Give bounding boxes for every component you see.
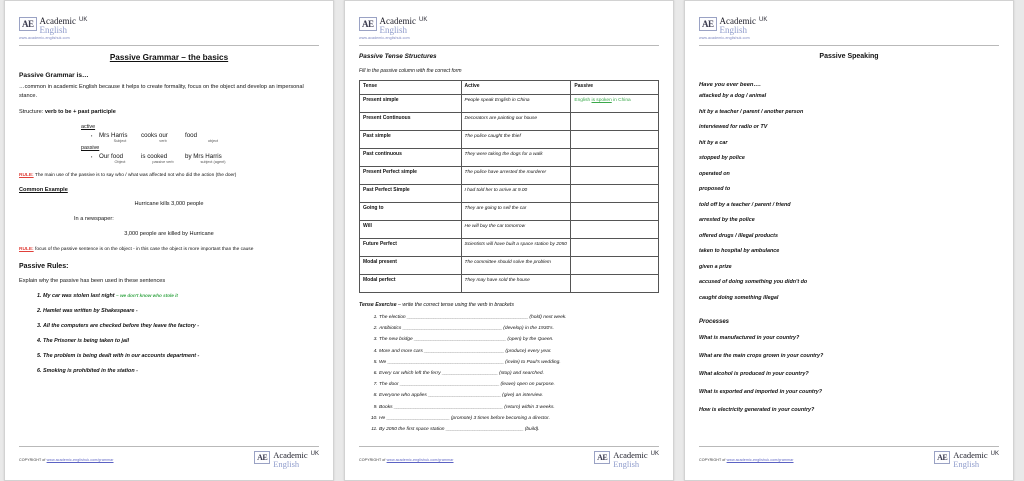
sentence-text: All the computers are checked before they leave the factory - [43, 323, 200, 329]
answer-blank[interactable]: _____________________________________________ [393, 404, 503, 410]
sentence-note: – we don't know who stole it [116, 293, 178, 298]
cell-tense: Past continuous [360, 149, 462, 167]
cell-tense: Present Perfect simple [360, 167, 462, 185]
rule-text: The main use of the passive is to say who / what was affected not who did the action (the doer) [33, 173, 237, 178]
brand-logo-footer [254, 451, 319, 468]
list-item: taken to hospital by ambulance [699, 248, 780, 254]
list-item [43, 322, 319, 330]
cell-passive[interactable] [571, 203, 659, 221]
list-item [43, 292, 319, 300]
cell-tense: Will [360, 221, 462, 239]
list-item [379, 314, 659, 321]
table-instruction: Fill in the passive column with the correct form [359, 68, 462, 74]
table-row [360, 257, 659, 275]
sentence-text: Hamlet was written by Shakespeare - [43, 308, 138, 314]
logo-wordmark [40, 17, 76, 34]
sentence-text: Smoking is prohibited in the station - [43, 368, 138, 374]
item-after: (develop) in the 1930's. [501, 326, 554, 332]
cell-passive[interactable] [571, 185, 659, 203]
copyright-link[interactable]: www.academic-englishuk.com/grammar [46, 457, 114, 462]
logo-row [934, 451, 999, 468]
rule-label: RULE: [19, 247, 34, 252]
copyright-text [699, 458, 794, 462]
cell-active: They may have sold the house [461, 275, 571, 293]
cell-active: I had told her to arrive at 9.00 [461, 185, 571, 203]
column-header-tense: Tense [360, 81, 462, 95]
structure-label: Structure: [19, 109, 45, 115]
logo-english-text: English [953, 458, 980, 469]
copyright-link[interactable]: www.academic-englishuk.com/grammar [386, 457, 454, 462]
item-after: (promote) 3 times before becoming a director. [449, 415, 550, 421]
exercise-label: Tense Exercise [359, 302, 397, 308]
list-item: What are the main crops grown in your country? [699, 352, 824, 359]
diagram-word: cooks our [141, 132, 168, 139]
logo-academic-text: Academic [39, 16, 76, 26]
copyright-prefix: COPYRIGHT of [359, 457, 387, 462]
gapfill-exercise-list [359, 314, 659, 433]
list-item: stopped by police [699, 155, 745, 161]
brand-logo-header [19, 17, 319, 40]
diagram-sublabel: verb [159, 139, 167, 143]
bullet-icon: ▪ [91, 133, 93, 138]
cell-active: The committee should solve the problem [461, 257, 571, 275]
diagram-word: Our food [99, 153, 124, 160]
list-item: told off by a teacher / parent / friend [699, 201, 791, 208]
headline-passive: 3,000 people are killed by Hurricane [124, 231, 214, 237]
logo-uk-text: UK [79, 17, 88, 23]
copyright-text [359, 458, 454, 462]
table-row [360, 239, 659, 257]
diagram-word: is cooked [141, 153, 168, 160]
cell-tense: Past Perfect Simple [360, 185, 462, 203]
page-title: Passive Tense Structures [359, 53, 437, 60]
answer-blank[interactable]: ________________________________________________ [387, 359, 504, 365]
answer-blank[interactable]: __________________________________________________ [407, 315, 529, 320]
active-passive-diagram [19, 124, 319, 164]
sentence-text: The Prisoner is being taken to jail [43, 338, 129, 344]
cell-active: The police caught the thief [461, 131, 571, 149]
structure-value: verb to be + past participle [44, 109, 116, 115]
table-body [360, 95, 659, 293]
brand-logo-footer [934, 451, 999, 468]
ae-monogram-icon: AE [594, 451, 610, 464]
table-header-row [360, 81, 659, 95]
answer-blank[interactable]: _________________________________________ [402, 326, 502, 332]
cell-tense: Present Continuous [360, 113, 462, 131]
logo-academic-text: Academic [953, 450, 988, 460]
logo-row [594, 451, 659, 468]
cell-passive[interactable] [571, 95, 659, 113]
table-row [360, 95, 659, 113]
item-before: Every car which left the ferry [379, 370, 443, 376]
ae-monogram-icon: AE [254, 451, 270, 464]
exercise-heading [359, 302, 659, 308]
structure-line [19, 109, 319, 115]
list-item [379, 359, 659, 366]
item-before: By 2050 the first space station [379, 426, 446, 432]
diagram-cell [141, 153, 185, 164]
logo-academic-text: Academic [613, 450, 648, 460]
table-row [360, 149, 659, 167]
diagram-word: food [185, 132, 198, 139]
item-before: Books [379, 404, 394, 410]
footer-divider [699, 446, 999, 447]
logo-wordmark [953, 451, 987, 468]
table-row [360, 203, 659, 221]
diagram-sublabel: Subject [113, 139, 127, 143]
diagram-active-row [81, 132, 319, 143]
explain-instruction: Explain why the passive has been used in these sentences [19, 278, 166, 284]
list-item [379, 381, 659, 388]
diagram-sublabel: Object [114, 160, 126, 164]
list-item [379, 370, 659, 377]
page-title: Passive Speaking [819, 53, 879, 60]
list-item: What is manufactured in your country? [699, 334, 800, 341]
sentence-text: My car was stolen last night [43, 293, 115, 299]
cell-tense: Modal perfect [360, 275, 462, 293]
cell-tense: Future Perfect [360, 239, 462, 257]
page-footer [359, 446, 659, 468]
list-item: given a prize [699, 263, 732, 270]
footer-row [699, 451, 999, 468]
list-item: hit by a teacher / parent / another person [699, 108, 804, 115]
list-item [379, 348, 659, 355]
footer-row [359, 451, 659, 468]
logo-english-text: English [39, 24, 68, 35]
logo-academic-text: Academic [273, 450, 308, 460]
cell-passive[interactable] [571, 257, 659, 275]
item-after: (invite) to Paul's wedding. [503, 359, 561, 365]
ae-monogram-icon: AE [359, 17, 377, 31]
diagram-passive-row [81, 153, 319, 164]
item-before: Antibiotics [379, 326, 403, 332]
list-item [379, 404, 659, 411]
logo-english-text: English [379, 24, 408, 35]
page-footer [19, 446, 319, 468]
header-divider [19, 45, 319, 46]
list-item [379, 392, 659, 399]
table-row [360, 113, 659, 131]
header-divider [359, 45, 659, 46]
list-item: What alcohol is produced in your country? [699, 370, 809, 377]
item-after: (build). [523, 426, 540, 432]
item-before: The election [379, 315, 408, 320]
item-after: (produce) every year. [503, 348, 552, 354]
item-before: We [379, 359, 388, 365]
list-item [379, 325, 659, 332]
table-row [360, 275, 659, 293]
copyright-link[interactable]: www.academic-englishuk.com/grammar [726, 457, 794, 462]
item-after: (return) within 3 weeks. [502, 404, 555, 410]
processes-heading: Processes [699, 318, 730, 325]
logo-academic-text: Academic [379, 16, 416, 26]
cell-tense: Modal present [360, 257, 462, 275]
intro-heading: Passive Grammar is… [19, 72, 89, 79]
answer-blank[interactable]: ______________________________ [428, 393, 501, 399]
logo-uk-text: UK [759, 17, 768, 23]
logo-uk-text: UK [650, 451, 659, 457]
brand-logo-footer [594, 451, 659, 468]
diagram-cell [99, 132, 141, 143]
answer-blank[interactable]: ______________________________________ [414, 337, 507, 343]
list-item [379, 426, 659, 433]
cell-passive[interactable] [571, 239, 659, 257]
speaking-section-heading: Have you ever been…. [699, 82, 761, 88]
copyright-prefix: COPYRIGHT of [19, 457, 47, 462]
table-row [360, 221, 659, 239]
cell-active: Scientists will have built a space station by 2050 [461, 239, 571, 257]
table-row [360, 185, 659, 203]
rule-callout-2 [19, 246, 319, 253]
item-before: More and more cars [379, 348, 425, 354]
diagram-cell [185, 132, 241, 143]
brand-logo-header [359, 17, 659, 40]
list-item: How is electricity generated in your country? [699, 406, 815, 413]
passive-verb: is spoken [591, 98, 612, 103]
footer-row [19, 451, 319, 468]
item-after: (give) an interview. [500, 393, 543, 399]
answer-blank[interactable]: _________________________________________ [399, 382, 500, 388]
document-page-3 [684, 0, 1014, 481]
list-item [43, 367, 319, 375]
answer-blank[interactable]: ________________________________ [445, 426, 524, 432]
logo-english-text: English [613, 458, 640, 469]
cell-passive[interactable] [571, 275, 659, 293]
list-item: accused of doing something you didn't do [699, 279, 808, 285]
item-after: (hold) next week. [528, 315, 567, 320]
diagram-word: Mrs Harris [99, 132, 128, 139]
rule-label: RULE: [19, 173, 34, 178]
list-item [43, 307, 319, 315]
logo-academic-text: Academic [719, 16, 756, 26]
page-title: Passive Grammar – the basics [109, 53, 229, 62]
diagram-cell [141, 132, 185, 143]
header-divider [699, 45, 999, 46]
table-row [360, 167, 659, 185]
cell-tense: Present simple [360, 95, 462, 113]
table-row [360, 131, 659, 149]
diagram-active-label: active [81, 124, 96, 130]
cell-passive[interactable] [571, 221, 659, 239]
list-item: operated on [699, 170, 730, 177]
logo-url-text: www.academic-englishuk.com [19, 36, 70, 40]
cell-passive[interactable] [571, 113, 659, 131]
passive-pre: English [574, 98, 592, 103]
item-after: (leave) open on purpose. [499, 382, 555, 388]
common-example-heading: Common Example [19, 187, 68, 193]
cell-active: They are going to sell the car [461, 203, 571, 221]
cell-active: They were taking the dogs for a walk [461, 149, 571, 167]
item-after: (stop) and searched. [497, 370, 544, 376]
logo-row [699, 17, 767, 34]
brand-logo-header [699, 17, 999, 40]
list-item: proposed to [699, 186, 731, 192]
item-before: The door [379, 382, 400, 388]
logo-wordmark [380, 17, 416, 34]
list-item: arrested by the police [699, 217, 755, 223]
copyright-text [19, 458, 114, 462]
headline-active: Hurricane kills 3,000 people [134, 201, 204, 207]
diagram-cell [185, 153, 241, 164]
list-item [379, 415, 659, 422]
logo-english-text: English [719, 24, 748, 35]
list-item: caught doing something illegal [699, 294, 779, 301]
ae-monogram-icon: AE [699, 17, 717, 31]
cell-passive[interactable] [571, 131, 659, 149]
list-item [43, 337, 319, 345]
logo-url-text: www.academic-englishuk.com [699, 36, 750, 40]
document-page-1 [4, 0, 334, 481]
diagram-word: by Mrs Harris [185, 153, 222, 160]
cell-passive[interactable] [571, 149, 659, 167]
diagram-sublabel: subject (agent) [200, 160, 226, 164]
list-item: offered drugs / illegal products [699, 232, 778, 239]
cell-active: Decorators are painting our house [461, 113, 571, 131]
list-item: What is exported and imported in your country? [699, 388, 823, 395]
sentence-text: The problem is being dealt with in our accounts department - [43, 353, 200, 359]
item-before: Everyone who applies [379, 393, 429, 399]
logo-uk-text: UK [419, 17, 428, 23]
cell-tense: Going to [360, 203, 462, 221]
intro-body: …common in academic English because it helps to create formality, focus on the object and develop an impersonal stance. [19, 84, 304, 99]
diagram-sublabel: object [207, 139, 219, 143]
logo-row [19, 17, 87, 34]
page-footer [699, 446, 999, 468]
list-item: attacked by a dog / animal [699, 93, 767, 99]
answer-blank[interactable]: _______________________ [442, 370, 498, 376]
logo-wordmark [720, 17, 756, 34]
list-item: interviewed for radio or TV [699, 124, 768, 130]
footer-divider [359, 446, 659, 447]
logo-english-text: English [273, 458, 300, 469]
list-item [43, 352, 319, 360]
item-before: The new bridge [379, 337, 415, 343]
exercise-instruction: – write the correct tense using the verb in brackets [396, 302, 514, 308]
diagram-cell [99, 153, 141, 164]
answer-blank[interactable]: _________________________________ [424, 348, 504, 354]
cell-tense: Past simple [360, 131, 462, 149]
logo-uk-text: UK [990, 451, 999, 457]
bullet-icon: ▪ [91, 154, 93, 159]
newspaper-label: In a newspaper: [74, 216, 114, 222]
logo-wordmark [273, 451, 307, 468]
column-header-active: Active [461, 81, 571, 95]
item-before: He [379, 415, 387, 421]
item-after: (open) by the Queen. [506, 337, 554, 343]
logo-wordmark [613, 451, 647, 468]
list-item: hit by a car [699, 139, 728, 146]
passive-post: in China [611, 98, 631, 103]
rule-callout-1 [19, 172, 319, 179]
logo-row [254, 451, 319, 468]
logo-uk-text: UK [310, 451, 319, 457]
column-header-passive: Passive [571, 81, 659, 95]
cell-active: People speak English in China [461, 95, 571, 113]
diagram-sublabel: passive verb [152, 160, 174, 164]
passive-sentence-list [19, 292, 319, 375]
answer-blank[interactable]: __________________________ [386, 415, 450, 421]
rule-text: focus of the passive sentence is on the object - in this case the object is more important than the cause [33, 247, 254, 252]
cell-active: He will buy the car tomorrow [461, 221, 571, 239]
document-page-2 [344, 0, 674, 481]
logo-row [359, 17, 427, 34]
passive-tense-table [359, 80, 659, 293]
ae-monogram-icon: AE [934, 451, 950, 464]
list-item [379, 336, 659, 343]
footer-divider [19, 446, 319, 447]
diagram-passive-label: passive [81, 145, 100, 151]
logo-url-text: www.academic-englishuk.com [359, 36, 410, 40]
cell-passive[interactable] [571, 167, 659, 185]
passive-rules-heading: Passive Rules: [19, 263, 69, 270]
copyright-prefix: COPYRIGHT of [699, 457, 727, 462]
cell-active: The police have arrested the murderer [461, 167, 571, 185]
ae-monogram-icon: AE [19, 17, 37, 31]
